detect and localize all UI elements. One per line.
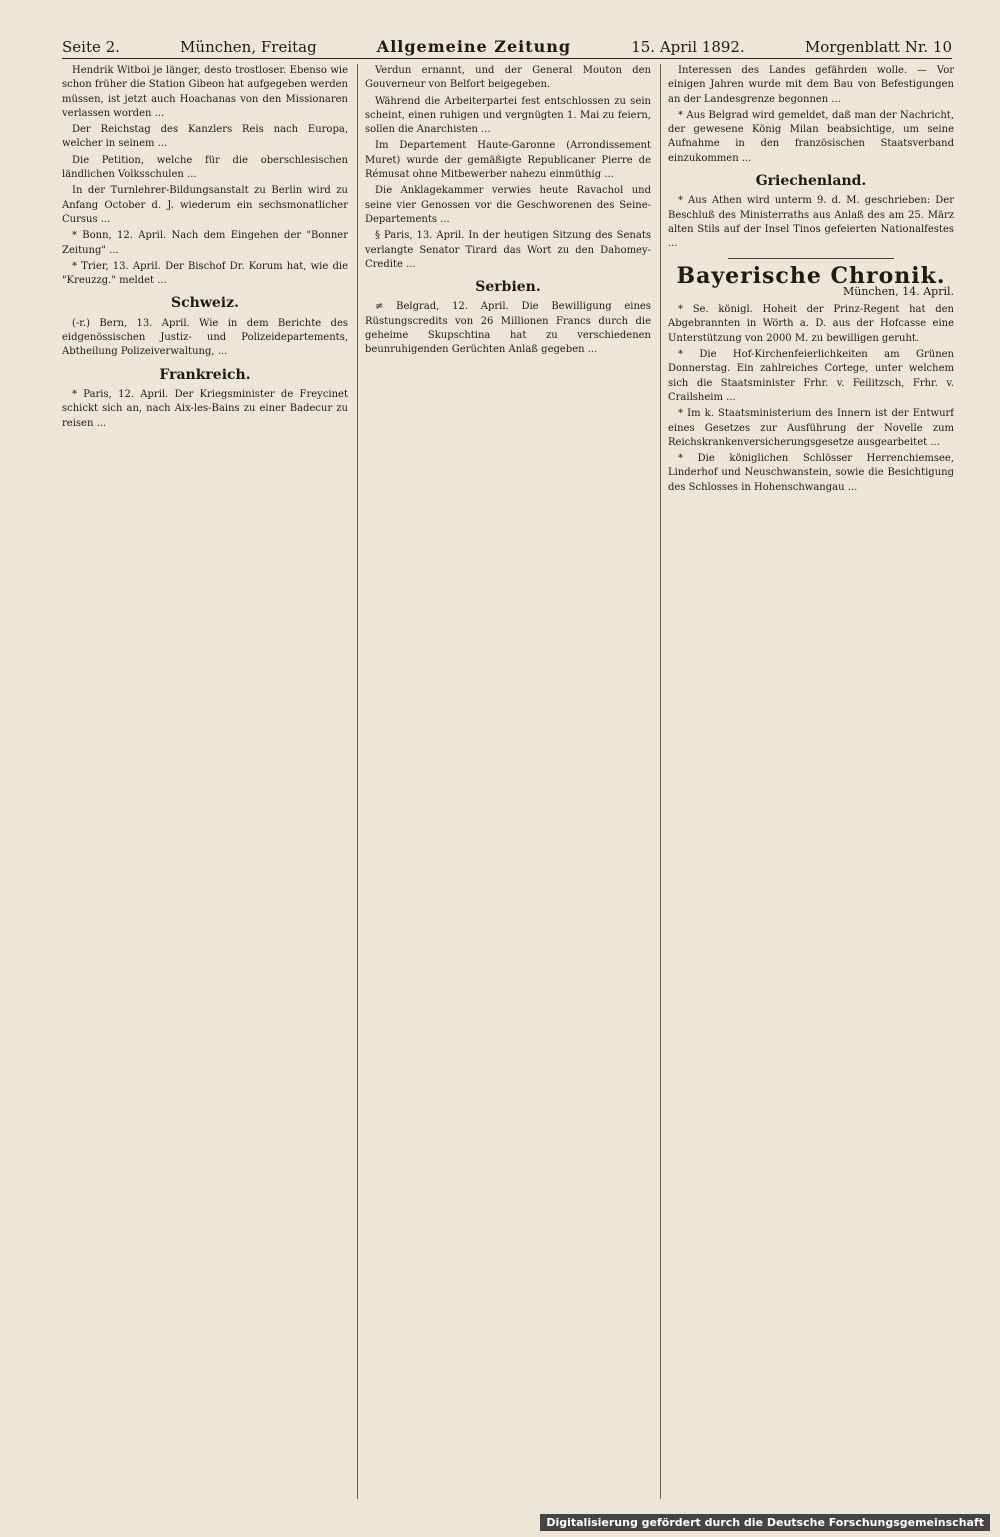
article-paragraph: * Die königlichen Schlösser Herrenchiemsee, Linderhof und Neuschwanstein, sowie die Besichtigung des Schlosses in Hohenschwangau ... xyxy=(668,453,954,493)
article-paragraph: * Im k. Staatsministerium des Innern ist der Entwurf eines Gesetzes zur Ausführung der Novelle zum Reichskrankenversicherungsgesetze ausgearbeitet ... xyxy=(668,408,954,448)
article-paragraph: * Se. königl. Hoheit der Prinz-Regent hat den Abgebrannten in Wörth a. D. aus der Hofcasse eine Unterstützung von 2000 M. zu bewilligen geruht. xyxy=(668,304,954,344)
article-paragraph: § Paris, 13. April. In der heutigen Sitzung des Senats verlangte Senator Tirard das Wort zu den Dahomey-Credite ... xyxy=(365,230,651,270)
dateline: München, 14. April. xyxy=(842,284,954,298)
article-paragraph: Während die Arbeiterpartei fest entschlossen zu sein scheint, einen ruhigen und vergnügten 1. Mai zu feiern, sollen die Anarchisten ... xyxy=(365,95,651,136)
article-paragraph: * Aus Belgrad wird gemeldet, daß man der Nachricht, der gewesene König Milan beabsichtige, um seine Aufnahme in den französischen Staatsverband einzukommen ... xyxy=(668,109,954,164)
article-paragraph: * Bonn, 12. April. Nach dem Eingehen der "Bonner Zeitung" ... xyxy=(62,230,348,256)
article-paragraph: * Trier, 13. April. Der Bischof Dr. Korum hat, wie die "Kreuzzg." meldet ... xyxy=(62,260,348,287)
edition-label: Morgenblatt Nr. 10 xyxy=(804,38,952,56)
header-rule xyxy=(62,58,952,59)
section-rule xyxy=(728,258,894,259)
article-paragraph: * Paris, 12. April. Der Kriegsminister de Freycinet schickt sich an, nach Aix-les-Bains zu einer Badecur zu reisen ... xyxy=(62,388,348,429)
article-paragraph: Die Petition, welche für die oberschlesischen ländlichen Volksschulen ... xyxy=(62,154,348,181)
paper-title: Allgemeine Zeitung xyxy=(376,37,572,56)
issue-date: 15. April 1892. xyxy=(631,38,745,56)
section-heading-frankreich: Frankreich. xyxy=(159,366,251,383)
article-paragraph: Der Reichstag des Kanzlers Reis nach Europa, welcher in seinem ... xyxy=(62,124,348,150)
place-day: München, Freitag xyxy=(180,38,317,56)
article-paragraph: ≠ Belgrad, 12. April. Die Bewilligung eines Rüstungscredits von 26 Millionen Francs durch die geheime Skupschtina hat zu verschiedenen beunruhigenden Gerüchten Anlaß gegeben ... xyxy=(365,301,651,356)
column-3 xyxy=(668,64,954,1504)
article-paragraph: Im Departement Haute-Garonne (Arrondissement Muret) wurde der gemäßigte Republicaner Pierre de Rémusat ohne Mitbewerber nahezu einmüthig ... xyxy=(365,140,651,181)
section-heading-serbien: Serbien. xyxy=(475,279,541,296)
article-paragraph: Die Anklagekammer verwies heute Ravachol und seine vier Genossen vor die Geschworenen des Seine-Departements ... xyxy=(365,185,651,225)
column-2 xyxy=(365,64,651,1504)
article-paragraph: (-r.) Bern, 13. April. Wie in dem Berichte des eidgenössischen Justiz- und Polizeidepartements, Abtheilung Polizeiverwaltung, ... xyxy=(62,317,348,358)
article-paragraph: * Die Hof-Kirchenfeierlichkeiten am Grünen Donnerstag. Ein zahlreiches Cortege, unter welchem sich die Staatsminister Frhr. v. Feilitzsch, Frhr. v. Crailsheim ... xyxy=(668,349,954,403)
digitization-credit: Digitalisierung gefördert durch die Deutsche Forschungsgemeinschaft xyxy=(540,1514,990,1531)
article-paragraph: Interessen des Landes gefährden wolle. — Vor einigen Jahren wurde mit dem Bau von Befestigungen an der Landesgrenze begonnen ... xyxy=(668,65,954,105)
section-heading-griechenland: Griechenland. xyxy=(755,173,867,190)
article-paragraph: In der Turnlehrer-Bildungsanstalt zu Berlin wird zu Anfang October d. J. wiederum ein sechsmonatlicher Cursus ... xyxy=(62,185,348,225)
article-columns xyxy=(62,64,954,1504)
page-header xyxy=(62,30,952,56)
column-1 xyxy=(62,64,348,1504)
article-paragraph: Hendrik Witboi je länger, desto trostloser. Ebenso wie schon früher die Station Gibeon hat aufgegeben werden müssen, ist jetzt auch Hoachanas von den Missionaren verlassen worden ... xyxy=(62,65,348,119)
section-heading-schweiz: Schweiz. xyxy=(171,295,239,312)
page-number: Seite 2. xyxy=(62,38,120,56)
article-paragraph: * Aus Athen wird unterm 9. d. M. geschrieben: Der Beschluß des Ministerraths aus Anlaß des am 25. März alten Stils auf der Insel Tinos gefeierten Nationalfestes ... xyxy=(668,195,954,250)
article-paragraph: Verdun ernannt, und der General Mouton den Gouverneur von Belfort beigegeben. xyxy=(365,65,651,91)
section-heading-bayerische-chronik: Bayerische Chronik. xyxy=(676,262,946,289)
